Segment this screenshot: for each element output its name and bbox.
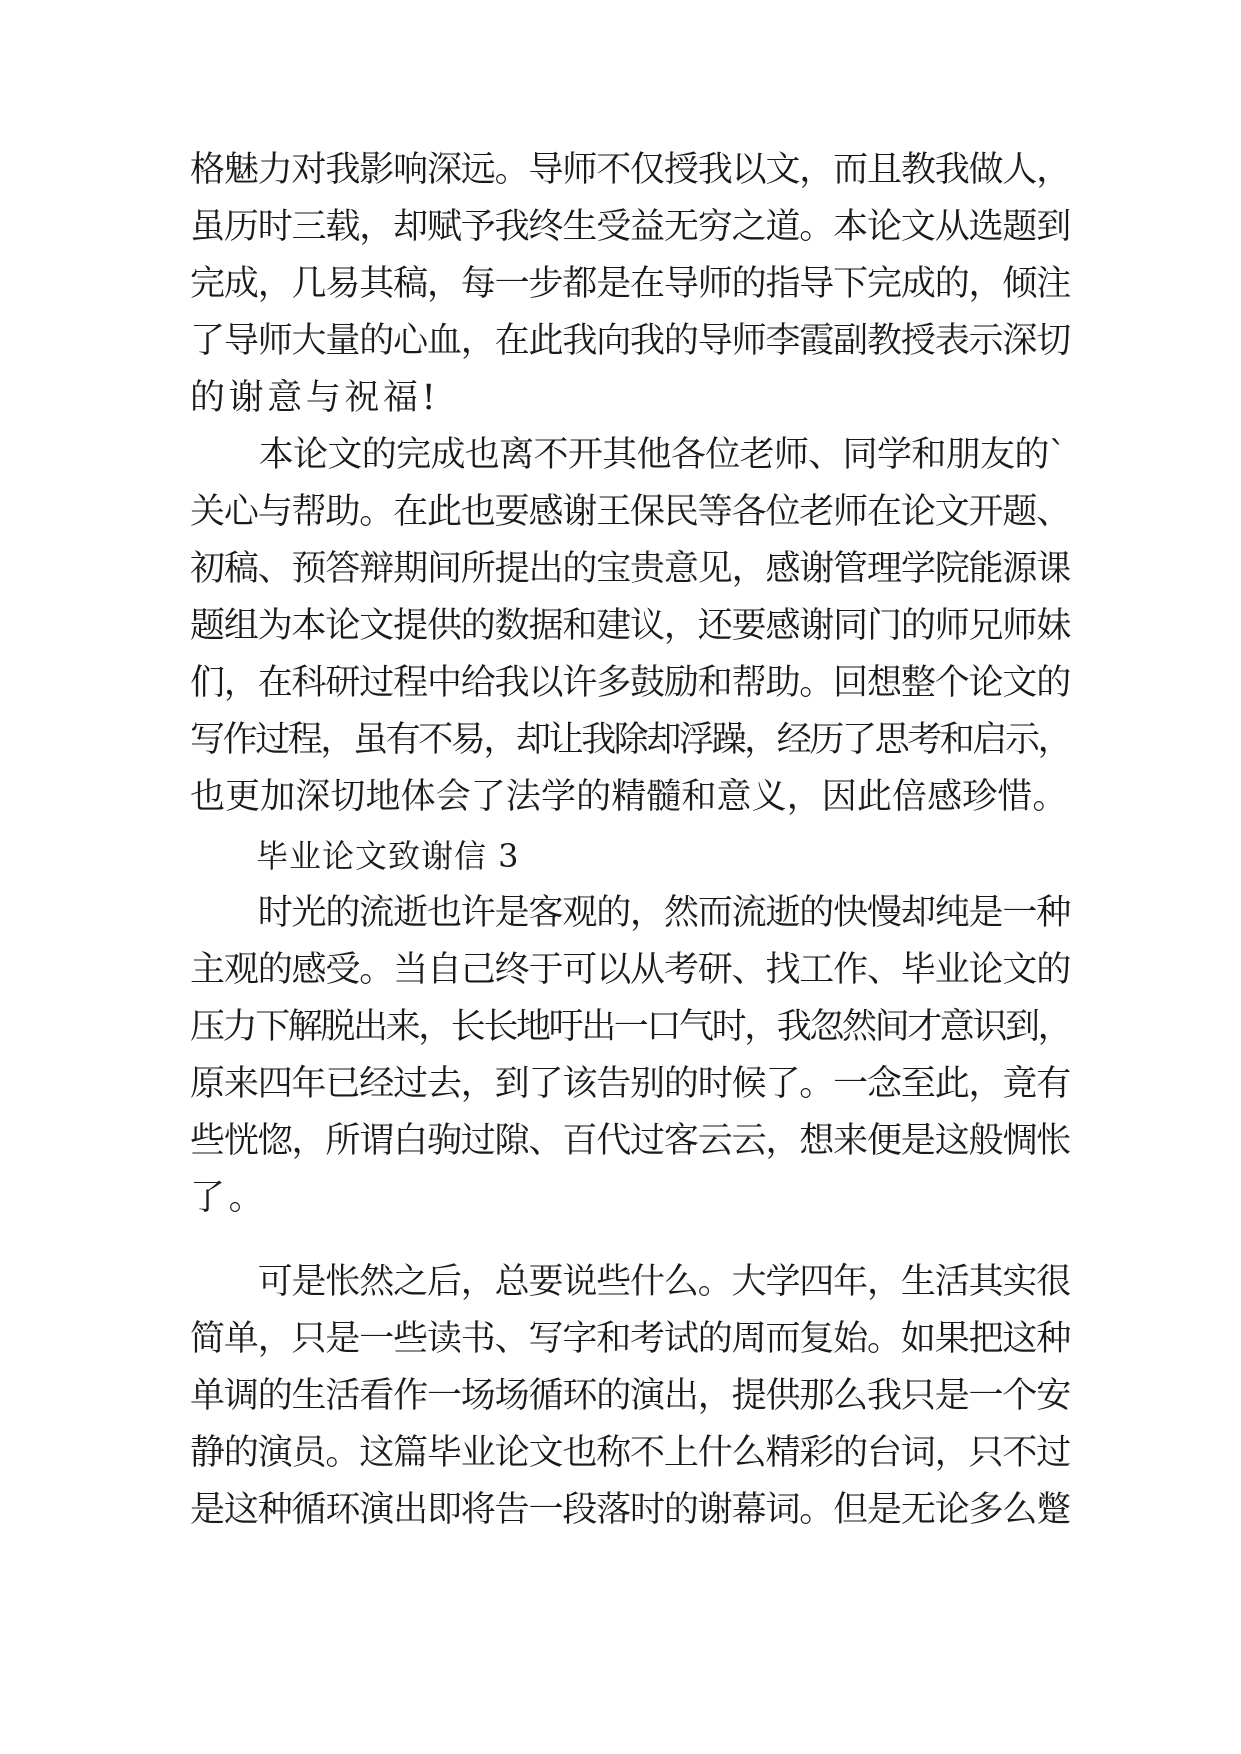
body-text-line: 主观的感受。当自己终于可以从考研、找工作、毕业论文的	[190, 950, 1071, 990]
body-text-line: 时光的流逝也许是客观的，然而流逝的快慢却纯是一种	[190, 893, 1071, 933]
section-heading: 毕业论文致谢信 3	[190, 837, 520, 875]
body-text-line: 压力下解脱出来，长长地吁出一口气时，我忽然间才意识到，	[190, 1007, 1071, 1047]
body-text-line: 可是怅然之后，总要说些什么。大学四年，生活其实很	[190, 1262, 1071, 1302]
body-text-line: 静的演员。这篇毕业论文也称不上什么精彩的台词，只不过	[190, 1433, 1071, 1473]
body-text-line: 些恍惚，所谓白驹过隙、百代过客云云，想来便是这般惆怅	[190, 1121, 1071, 1161]
body-text-line: 原来四年已经过去，到了该告别的时候了。一念至此，竟有	[190, 1064, 1071, 1104]
body-text-line: 们，在科研过程中给我以许多鼓励和帮助。回想整个论文的	[190, 663, 1071, 703]
body-text-line: 写作过程，虽有不易，却让我除却浮躁，经历了思考和启示，	[190, 720, 1071, 760]
body-text-line: 关心与帮助。在此也要感谢王保民等各位老师在论文开题、	[190, 492, 1071, 532]
body-text-line: 格魅力对我影响深远。导师不仅授我以文，而且教我做人，	[190, 150, 1071, 190]
body-text-line: 初稿、预答辩期间所提出的宝贵意见，感谢管理学院能源课	[190, 549, 1071, 589]
body-text-line: 单调的生活看作一场场循环的演出，提供那么我只是一个安	[190, 1376, 1071, 1416]
body-text-line: 是这种循环演出即将告一段落时的谢幕词。但是无论多么蹩	[190, 1490, 1071, 1530]
body-text-line: 了。	[190, 1178, 268, 1218]
body-text-line: 题组为本论文提供的数据和建议，还要感谢同门的师兄师妹	[190, 606, 1071, 646]
body-text-line: 简单，只是一些读书、写字和考试的周而复始。如果把这种	[190, 1319, 1071, 1359]
body-text-line: 的谢意与祝福!	[190, 378, 440, 418]
body-text-line: 也更加深切地体会了法学的精髓和意义，因此倍感珍惜。	[190, 777, 1068, 817]
body-text-line: 本论文的完成也离不开其他各位老师、同学和朋友的`	[190, 435, 1066, 475]
body-text-line: 了导师大量的心血，在此我向我的导师李霞副教授表示深切	[190, 321, 1071, 361]
body-text-line: 完成，几易其稿，每一步都是在导师的指导下完成的，倾注	[190, 264, 1071, 304]
body-text-line: 虽历时三载，却赋予我终生受益无穷之道。本论文从选题到	[190, 207, 1071, 247]
